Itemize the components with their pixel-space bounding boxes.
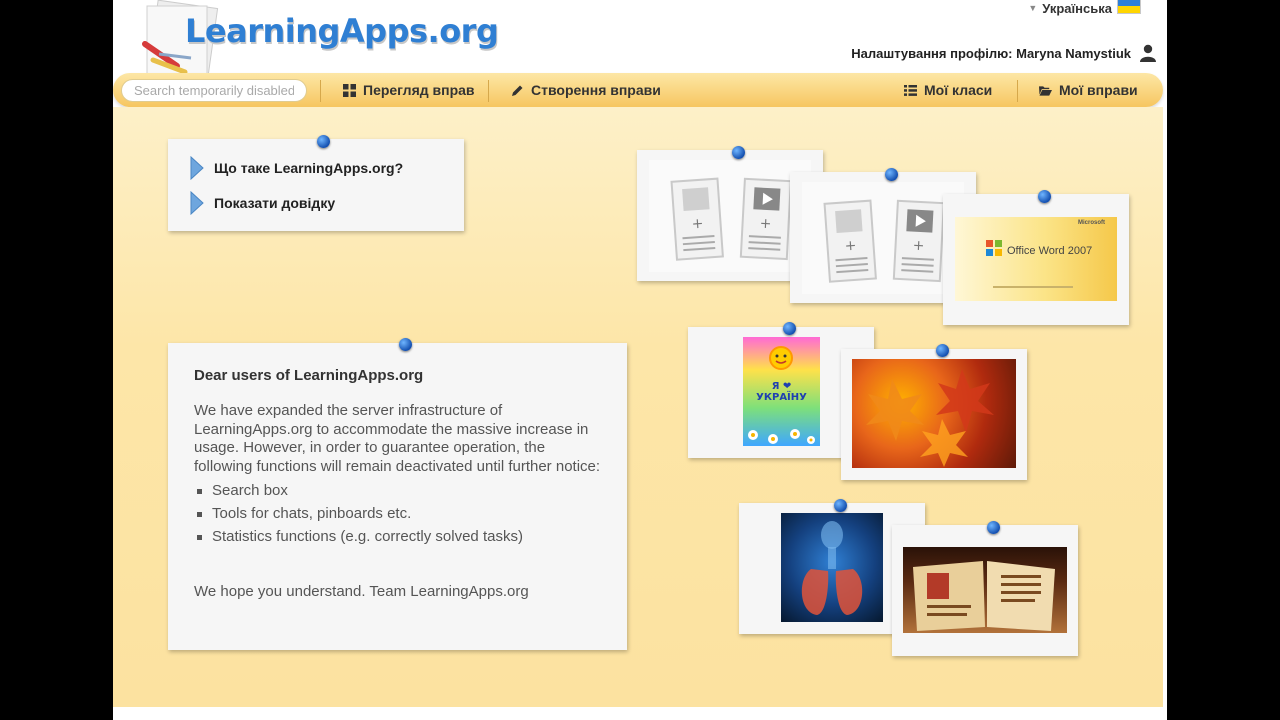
info-link-label: Що таке LearningApps.org? <box>214 160 404 176</box>
app-tile[interactable] <box>841 349 1027 480</box>
pin-icon <box>732 146 745 159</box>
pin-icon <box>1038 190 1051 203</box>
nav-divider <box>320 80 321 102</box>
ukraine-text: Я ❤ УКРАЇНУ <box>756 381 807 403</box>
svg-text:+: + <box>759 215 772 233</box>
svg-text:+: + <box>912 237 925 255</box>
old-book-image <box>903 547 1067 633</box>
page <box>113 0 1167 720</box>
logo-text: LearningApps.org <box>185 12 499 50</box>
pin-icon <box>936 344 949 357</box>
ukraine-flag-icon <box>1117 0 1141 14</box>
announcement-signature: We hope you understand. Team LearningApps.org <box>194 583 529 600</box>
office-logo-icon <box>985 239 1003 257</box>
profile-settings-link[interactable] <box>851 44 1157 62</box>
info-link-label: Показати довідку <box>214 195 336 211</box>
list-item: Search box <box>212 482 601 499</box>
user-icon <box>1139 44 1157 62</box>
pencil-icon <box>511 84 524 97</box>
pin-icon <box>399 338 412 351</box>
office-word-title: Office Word 2007 <box>1007 245 1093 257</box>
pin-icon <box>317 135 330 148</box>
triangle-right-icon <box>190 191 204 215</box>
flowers-icon <box>743 417 820 446</box>
language-selector[interactable] <box>1028 0 1141 16</box>
microsoft-brand: Microsoft <box>1078 220 1105 226</box>
nav-my-classes[interactable] <box>904 82 992 98</box>
caret-down-icon: ▼ <box>1028 3 1038 13</box>
svg-text:+: + <box>691 215 704 233</box>
office-word-image <box>955 217 1117 301</box>
announcement-note <box>168 343 627 650</box>
profile-label: Налаштування профілю: Maryna Namystiuk <box>851 45 1131 61</box>
what-is-learningapps-link[interactable] <box>190 155 464 181</box>
pin-icon <box>783 322 796 335</box>
lungs-image <box>781 513 883 622</box>
pin-icon <box>885 168 898 181</box>
autumn-leaves-image <box>852 359 1016 468</box>
pinboard <box>113 107 1163 707</box>
divider <box>993 286 1073 288</box>
nav-create-label: Створення вправи <box>531 82 661 98</box>
announcement-body: We have expanded the server infrastructure of LearningApps.org to accommodate the massive increase in usage. However, in order to guarantee operation, the following functions will remain deactivated until further notice: <box>194 402 601 475</box>
svg-text:+: + <box>844 237 857 255</box>
sun-icon <box>761 341 801 375</box>
logo[interactable] <box>123 0 499 78</box>
list-icon <box>904 84 917 97</box>
nav-classes-label: Мої класи <box>924 82 993 98</box>
placeholder-app-icon <box>649 160 811 272</box>
nav-browse-label: Перегляд вправ <box>363 82 475 98</box>
maple-leaves-icon <box>852 359 1016 468</box>
nav-my-apps-label: Мої вправи <box>1059 82 1138 98</box>
nav-create-app[interactable] <box>511 82 661 98</box>
lungs-icon <box>781 513 883 622</box>
nav-my-apps[interactable] <box>1039 82 1138 98</box>
nav-divider <box>488 80 489 102</box>
list-item: Tools for chats, pinboards etc. <box>212 505 601 522</box>
language-label: Українська <box>1042 0 1112 16</box>
nav-divider <box>1017 80 1018 102</box>
app-tile[interactable] <box>943 194 1129 325</box>
ukraine-poster-image <box>743 337 820 446</box>
app-tile[interactable] <box>892 525 1078 656</box>
main-nav <box>113 73 1163 107</box>
show-help-link[interactable] <box>190 190 464 216</box>
grid-icon <box>343 84 356 97</box>
search-input[interactable] <box>121 79 307 102</box>
disabled-features-list <box>212 482 601 545</box>
nav-browse-apps[interactable] <box>343 82 475 98</box>
announcement-title: Dear users of LearningApps.org <box>194 367 424 384</box>
folder-open-icon <box>1039 84 1052 97</box>
open-book-icon <box>903 547 1067 633</box>
pin-icon <box>987 521 1000 534</box>
triangle-right-icon <box>190 156 204 180</box>
pin-icon <box>834 499 847 512</box>
info-note <box>168 139 464 231</box>
placeholder-app-icon <box>802 182 964 294</box>
list-item: Statistics functions (e.g. correctly solved tasks) <box>212 528 601 545</box>
